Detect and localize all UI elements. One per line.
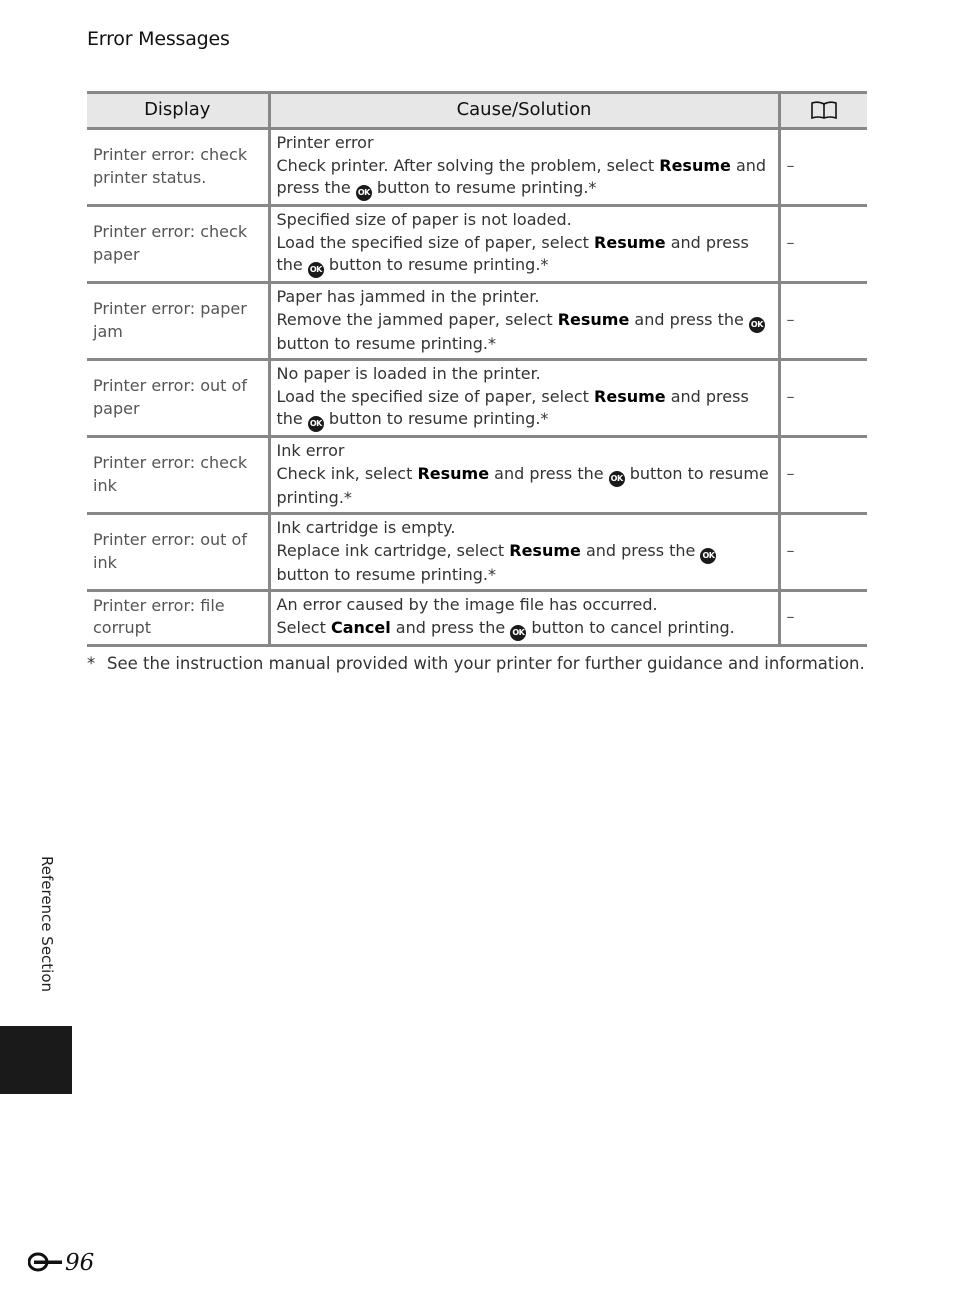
ok-button-icon: OK xyxy=(510,625,526,641)
cause-cell: Printer error Check printer. After solving the problem, select Resume and press the OK button to resume printing.* xyxy=(269,129,779,206)
reference-cell: – xyxy=(779,437,867,514)
ok-button-icon: OK xyxy=(609,471,625,487)
reference-cell: – xyxy=(779,514,867,591)
cause-cell: Specified size of paper is not loaded. Load the specified size of paper, select Resume and press the OK button to resume printing.* xyxy=(269,206,779,283)
display-cell: Printer error: file corrupt xyxy=(87,591,269,646)
ok-button-icon: OK xyxy=(749,317,765,333)
table-row xyxy=(87,129,867,206)
cause-cell: Ink cartridge is empty. Replace ink cartridge, select Resume and press the OK button to resume printing.* xyxy=(269,514,779,591)
table-row xyxy=(87,360,867,437)
cause-cell: No paper is loaded in the printer. Load the specified size of paper, select Resume and press the OK button to resume printing.* xyxy=(269,360,779,437)
reference-cell: – xyxy=(779,591,867,646)
e-section-icon xyxy=(28,1252,64,1272)
ok-button-icon: OK xyxy=(308,416,324,432)
footnote-text: See the instruction manual provided with your printer for further guidance and information. xyxy=(107,654,865,673)
table-row xyxy=(87,283,867,360)
reference-cell: – xyxy=(779,206,867,283)
ok-button-icon: OK xyxy=(308,262,324,278)
display-cell: Printer error: paper jam xyxy=(87,283,269,360)
table-row xyxy=(87,437,867,514)
display-cell: Printer error: check printer status. xyxy=(87,129,269,206)
section-tab xyxy=(0,1026,72,1094)
reference-cell: – xyxy=(779,129,867,206)
cause-cell: Ink error Check ink, select Resume and press the OK button to resume printing.* xyxy=(269,437,779,514)
reference-cell: – xyxy=(779,283,867,360)
ok-button-icon: OK xyxy=(356,185,372,201)
display-cell: Printer error: out of ink xyxy=(87,514,269,591)
table-row xyxy=(87,206,867,283)
column-header-cause: Cause/Solution xyxy=(269,93,779,129)
table-header-row xyxy=(87,93,867,129)
page-number: 96 xyxy=(28,1250,94,1276)
column-header-reference xyxy=(779,93,867,129)
error-messages-table xyxy=(87,91,867,647)
cause-cell: Paper has jammed in the printer. Remove the jammed paper, select Resume and press the OK button to resume printing.* xyxy=(269,283,779,360)
section-side-label: Reference Section xyxy=(38,856,56,993)
display-cell: Printer error: out of paper xyxy=(87,360,269,437)
footnote xyxy=(87,654,865,673)
display-cell: Printer error: check ink xyxy=(87,437,269,514)
footnote-marker: * xyxy=(87,654,96,673)
running-head: Error Messages xyxy=(87,28,230,50)
table-row xyxy=(87,591,867,646)
reference-cell: – xyxy=(779,360,867,437)
table-row xyxy=(87,514,867,591)
book-icon xyxy=(810,100,838,120)
column-header-display: Display xyxy=(87,93,269,129)
cause-cell: An error caused by the image file has occurred. Select Cancel and press the OK button to cancel printing. xyxy=(269,591,779,646)
display-cell: Printer error: check paper xyxy=(87,206,269,283)
ok-button-icon: OK xyxy=(700,548,716,564)
